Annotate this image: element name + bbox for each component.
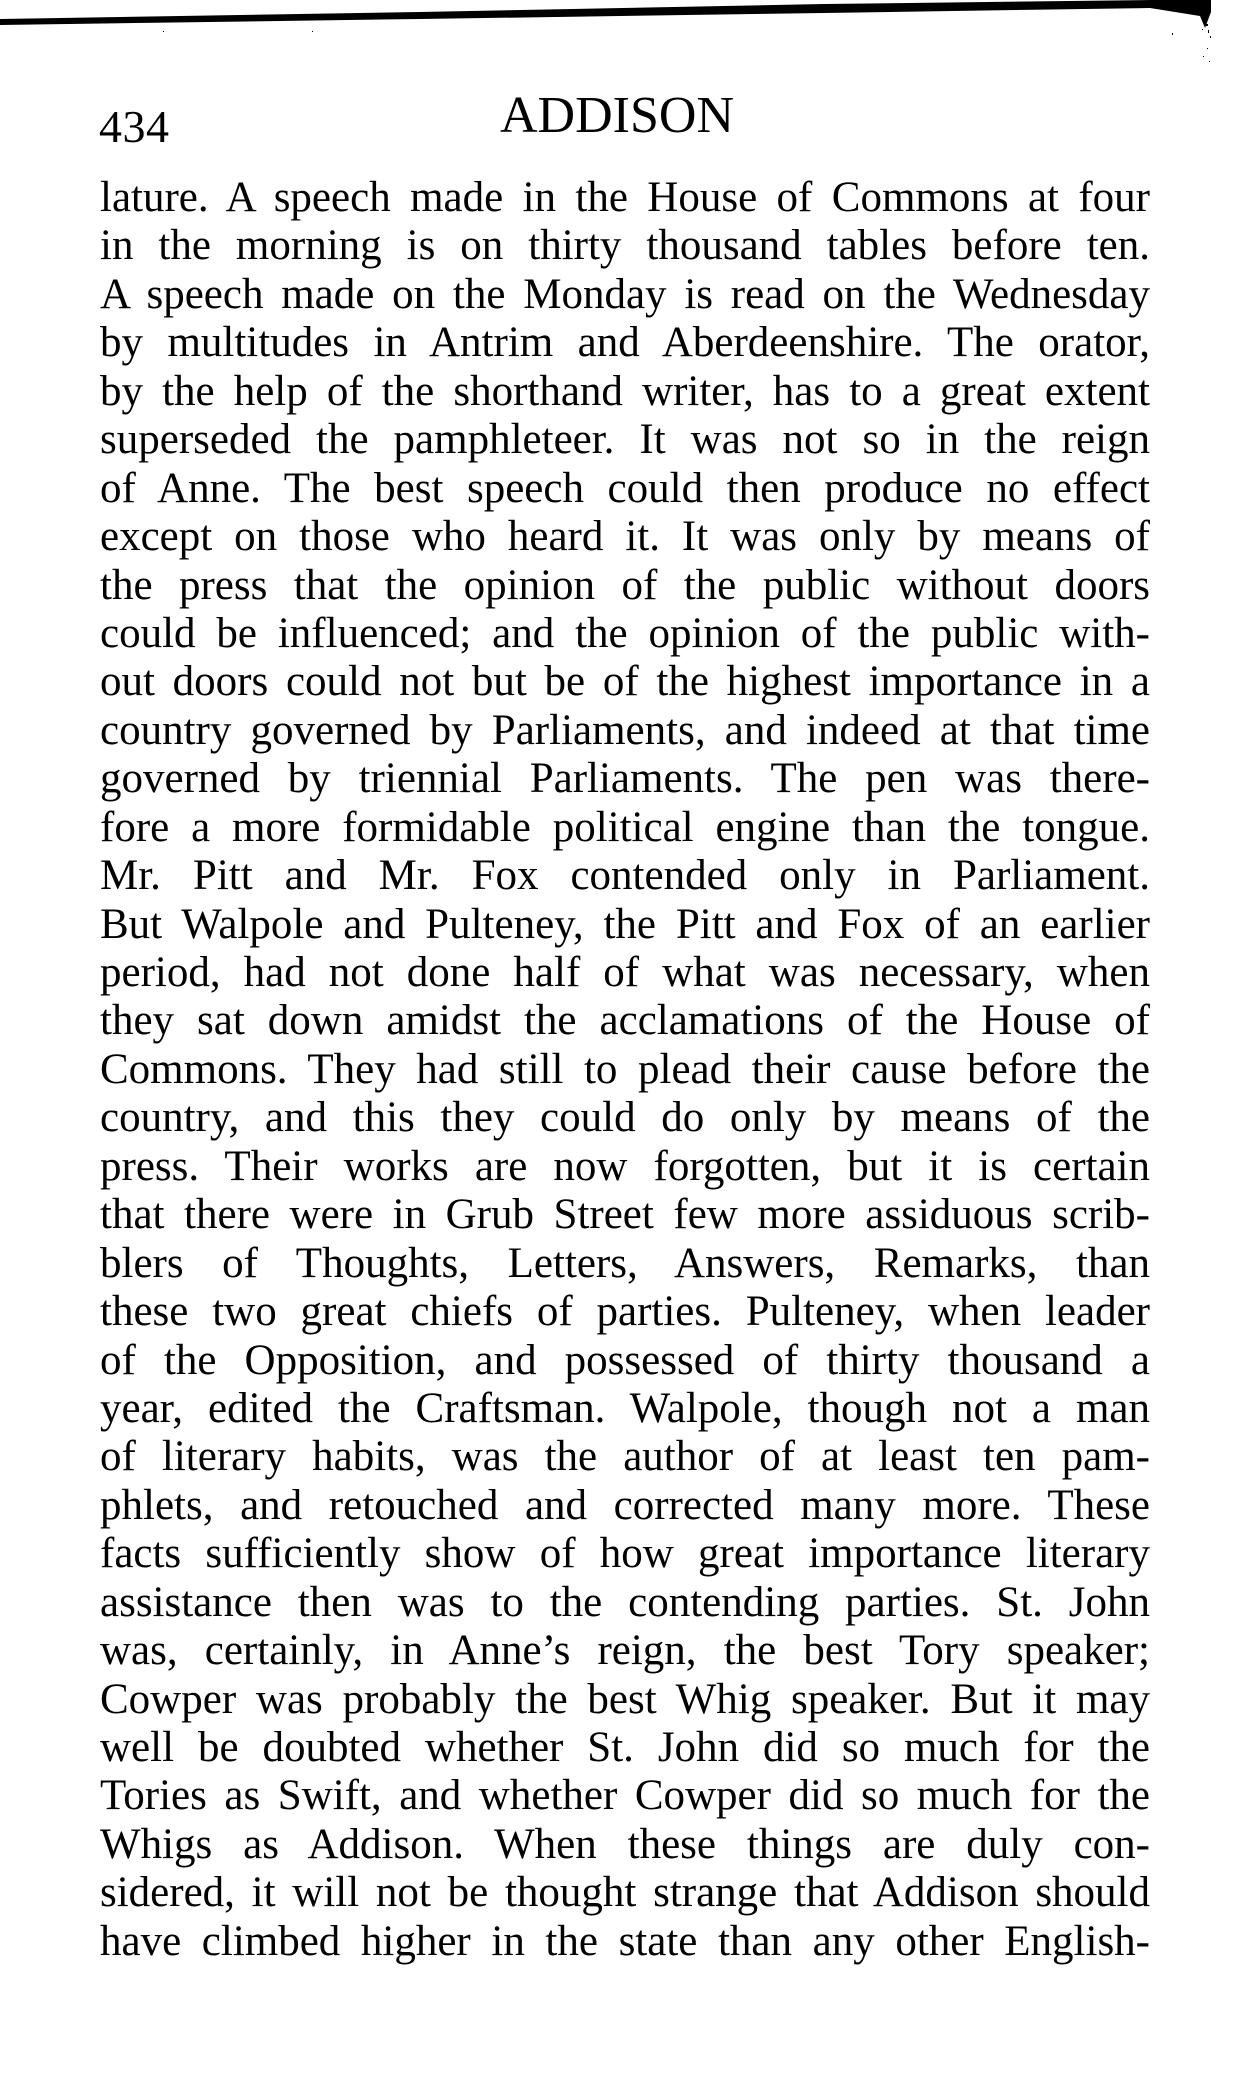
text-line: the press that the opinion of the public without doors (100, 561, 1150, 609)
page-number: 434 (99, 101, 170, 152)
text-line: Commons. They had still to plead their cause before the (100, 1045, 1150, 1093)
text-line: sidered, it will not be thought strange that Addison should (100, 1869, 1150, 1917)
text-line: facts sufficiently show of how great importance literary (100, 1530, 1150, 1578)
text-line: But Walpole and Pulteney, the Pitt and Fox of an earlier (100, 900, 1150, 948)
text-line: Cowper was probably the best Whig speaker. But it may (100, 1675, 1150, 1723)
text-line: phlets, and retouched and corrected many more. These (100, 1481, 1150, 1529)
text-line: fore a more formidable political engine than the tongue. (100, 803, 1150, 851)
text-line: of literary habits, was the author of at least ten pam- (100, 1433, 1150, 1481)
text-line: Mr. Pitt and Mr. Fox contended only in Parliament. (100, 852, 1150, 900)
text-line: governed by triennial Parliaments. The pen was there- (100, 755, 1150, 803)
text-line: press. Their works are now forgotten, but it is certain (100, 1142, 1150, 1190)
text-line: A speech made on the Monday is read on the Wednesday (100, 270, 1150, 318)
text-line: blers of Thoughts, Letters, Answers, Remarks, than (100, 1239, 1150, 1287)
running-head: ADDISON (500, 87, 734, 144)
body-text (100, 174, 1150, 1966)
top-rule-bar (0, 0, 1211, 28)
text-line: except on those who heard it. It was only by means of (100, 513, 1150, 561)
text-line: have climbed higher in the state than any other English- (100, 1917, 1150, 1965)
text-line: assistance then was to the contending parties. St. John (100, 1578, 1150, 1626)
text-line: of Anne. The best speech could then produce no effect (100, 464, 1150, 512)
text-line: Whigs as Addison. When these things are duly con- (100, 1820, 1150, 1868)
text-line: they sat down amidst the acclamations of the House of (100, 997, 1150, 1045)
text-line: could be influenced; and the opinion of the public with- (100, 609, 1150, 657)
text-line: Tories as Swift, and whether Cowper did so much for the (100, 1772, 1150, 1820)
text-line: out doors could not but be of the highest importance in a (100, 658, 1150, 706)
text-line: year, edited the Craftsman. Walpole, though not a man (100, 1384, 1150, 1432)
text-line: that there were in Grub Street few more assiduous scrib- (100, 1191, 1150, 1239)
text-line: in the morning is on thirty thousand tables before ten. (100, 222, 1150, 270)
text-line: lature. A speech made in the House of Commons at four (100, 174, 1150, 221)
text-line: period, had not done half of what was necessary, when (100, 949, 1150, 996)
text-line: these two great chiefs of parties. Pulteney, when leader (100, 1288, 1150, 1336)
text-line: of the Opposition, and possessed of thirty thousand a (100, 1336, 1150, 1384)
text-line: superseded the pamphleteer. It was not so in the reign (100, 416, 1150, 464)
top-rule (0, 0, 1244, 70)
text-line: country governed by Parliaments, and indeed at that time (100, 706, 1150, 754)
text-line: country, and this they could do only by means of the (100, 1094, 1150, 1142)
text-line: was, certainly, in Anne’s reign, the best Tory speaker; (100, 1627, 1150, 1675)
edge-speckles (163, 18, 1211, 62)
text-line: by multitudes in Antrim and Aberdeenshire. The orator, (100, 319, 1150, 367)
text-line: well be doubted whether St. John did so much for the (100, 1724, 1150, 1771)
text-line: by the help of the shorthand writer, has to a great extent (100, 367, 1150, 415)
